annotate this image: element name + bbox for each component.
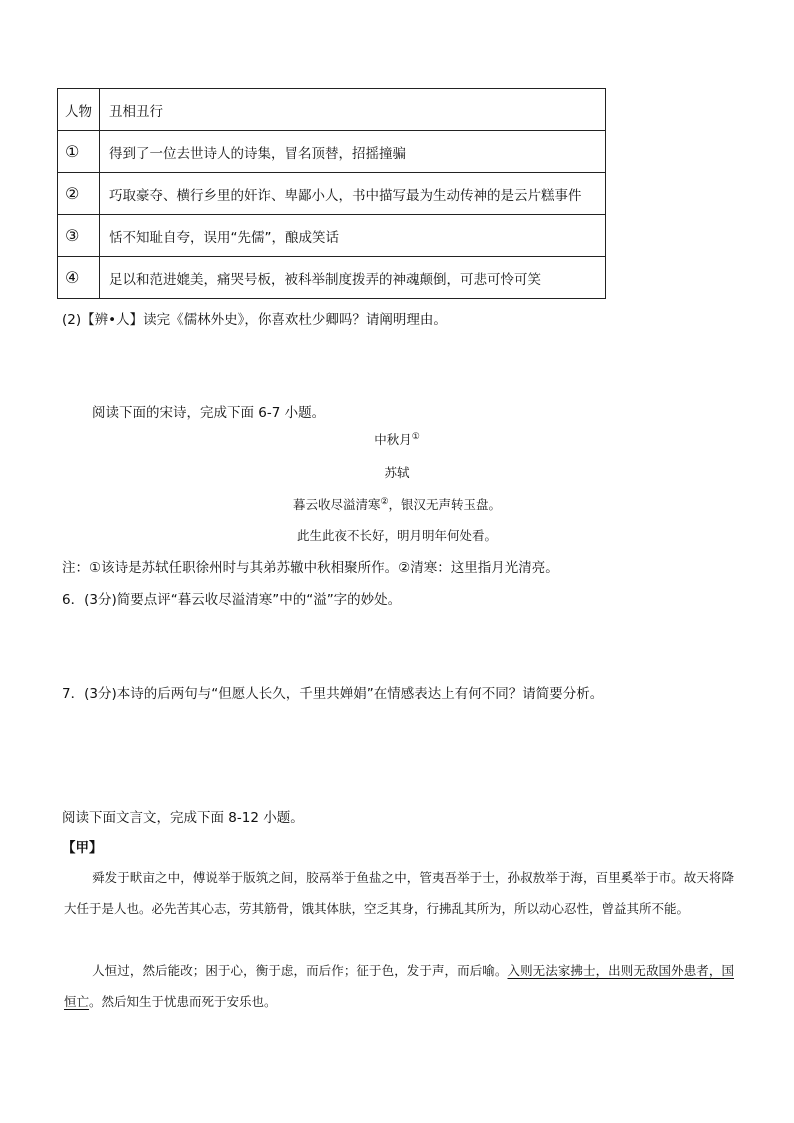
row-number: ② [58,173,100,215]
poem-line-2: 此生此夜不长好，明月明年何处看。 [296,528,497,543]
row-number: ① [58,131,100,173]
row-text: 巧取豪夺、横行乡里的奸诈、卑鄙小人，书中描写最为生动传神的是云片糕事件 [100,173,606,215]
poem-author: 苏轼 [384,465,410,480]
table-row [58,257,606,299]
table-header-cell: 人物 [58,89,100,131]
footnote-marker: ① [411,431,420,442]
classic-instruction: 阅读下面文言文，完成下面 8-12 小题。 [62,810,304,826]
poem-title-text: 中秋月 [374,432,412,447]
poem-line-1-a: 暮云收尽溢清寒 [292,497,381,512]
classic-paragraph-2-b: 。然后知生于忧患而死于安乐也。 [89,994,277,1009]
classic-paragraph-1-text: 舜发于畎亩之中，傅说举于版筑之间，胶鬲举于鱼盐之中，管夷吾举于士，孙叔敖举于海，百里奚举于市。故天将降大任于是人也。必先苦其心志，劳其筋骨，饿其体肤，空乏其身，行拂乱其所为，所以动心忍性，曾益其所不能。 [64,870,734,916]
classic-paragraph-2-a: 人恒过，然后能改；困于心，衡于虑，而后作；征于色，发于声，而后喻。 [92,963,508,978]
section-jia: 【甲】 [62,840,103,856]
poem-line-1-b: ，银汉无声转玉盘。 [388,497,502,512]
character-table [57,88,606,299]
classic-paragraph-2 [64,955,734,1017]
classic-paragraph-1 [64,862,734,924]
table-row [58,173,606,215]
poem-title [0,430,794,448]
footnote-marker: ② [380,496,389,507]
poem-note: 注：①该诗是苏轼任职徐州时与其弟苏辙中秋相聚所作。②清寒：这里指月光清亮。 [62,560,559,576]
row-text: 得到了一位去世诗人的诗集，冒名顶替，招摇撞骗 [100,131,606,173]
question-5-2: (2)【辨•人】读完《儒林外史》，你喜欢杜少卿吗？请阐明理由。 [62,312,447,328]
question-7: 7．(3分)本诗的后两句与“但愿人长久，千里共婵娟”在情感表达上有何不同？请简要分析。 [62,686,604,702]
poem-instruction: 阅读下面的宋诗，完成下面 6-7 小题。 [92,405,326,421]
table-header-cell: 丑相丑行 [100,89,606,131]
table-row [58,215,606,257]
table-header-row [58,89,606,131]
underlined-sentence: 入则无法家拂士，出则无敌国外患者，国恒亡 [64,963,734,1009]
row-text: 恬不知耻自夸，误用“先儒”，酿成笑话 [100,215,606,257]
row-text: 足以和范进媲美，痛哭号板，被科举制度拨弄的神魂颠倒，可悲可怜可笑 [100,257,606,299]
row-number: ③ [58,215,100,257]
question-6: 6．(3分)简要点评“暮云收尽溢清寒”中的“溢”字的妙处。 [62,592,402,608]
row-number: ④ [58,257,100,299]
table-row [58,131,606,173]
poem-line-1 [0,495,794,513]
